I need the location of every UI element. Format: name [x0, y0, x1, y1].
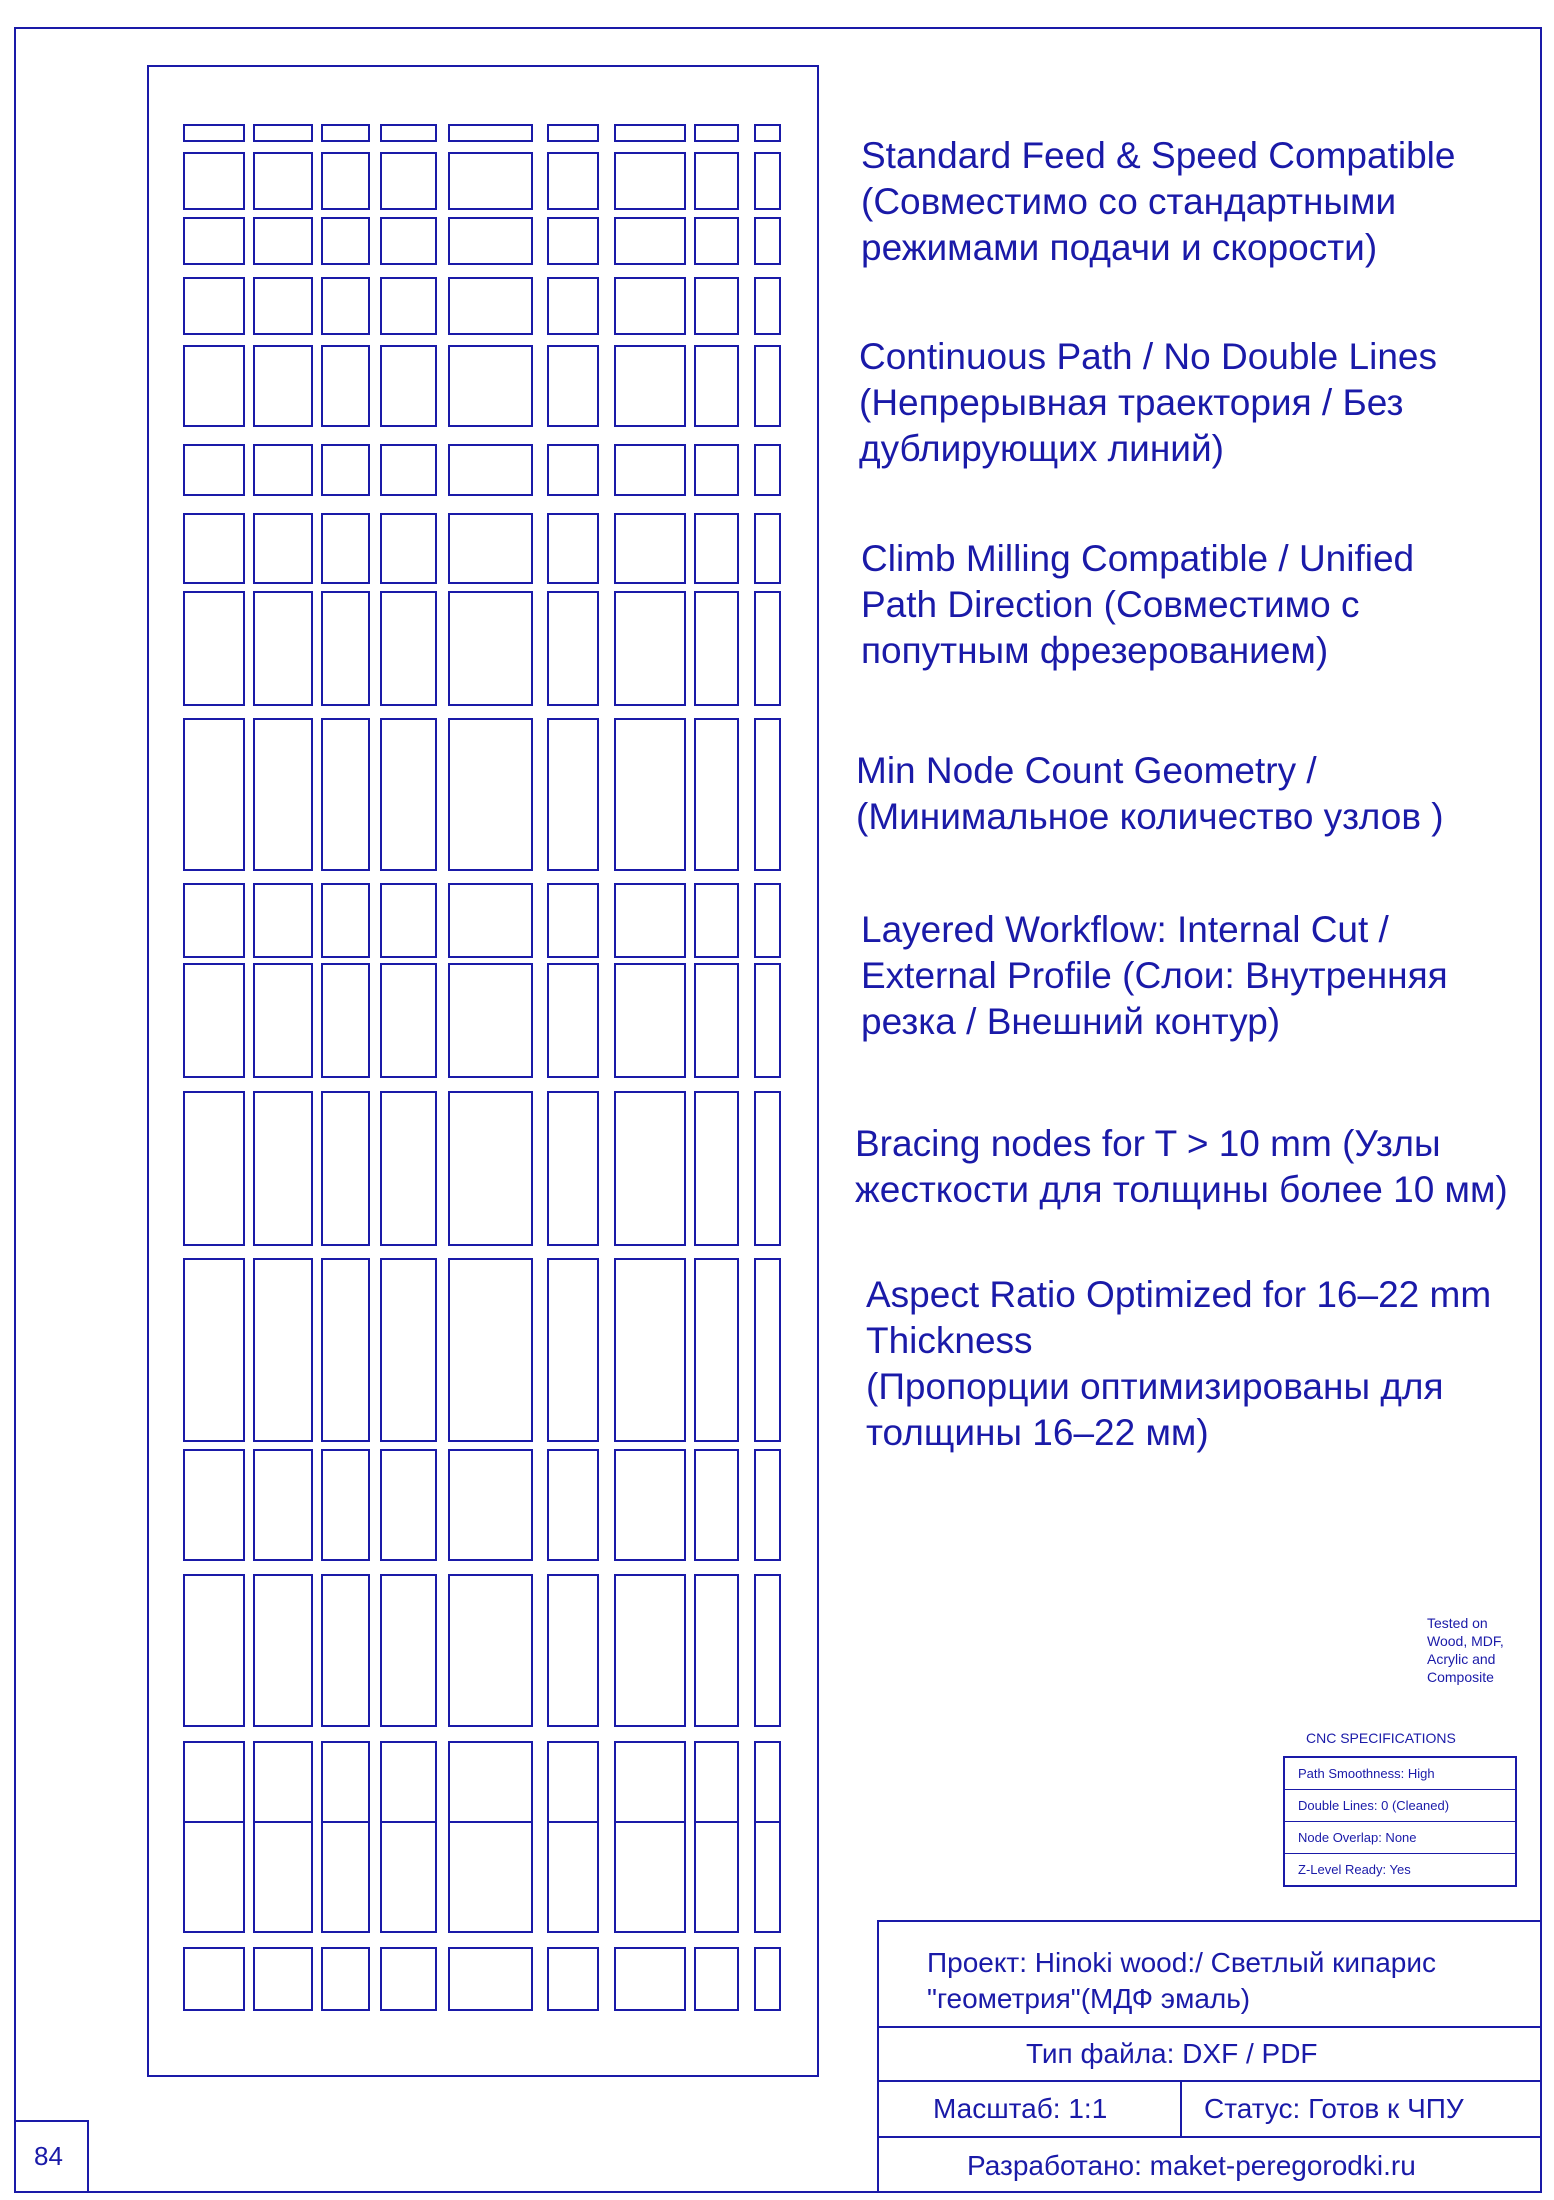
cutout-cell [381, 1259, 436, 1441]
cutout-cell [755, 346, 780, 426]
cutout-cell [381, 1450, 436, 1560]
feature-line: дублирующих линий) [859, 428, 1224, 469]
cutout-cell [381, 592, 436, 705]
cutout-cell [184, 884, 244, 957]
cutout-cell [449, 125, 532, 141]
cutout-cell [254, 1822, 312, 1932]
spec-row-path-smoothness: Path Smoothness: High [1285, 1758, 1515, 1790]
cutout-cell [695, 1575, 738, 1726]
cutout-cell [548, 1575, 598, 1726]
cutout-cell [615, 1822, 685, 1932]
feature-line: толщины 16–22 мм) [866, 1412, 1209, 1453]
cutout-cell [615, 1450, 685, 1560]
cutout-cell [615, 719, 685, 870]
cutout-cell [381, 346, 436, 426]
cutout-cell [755, 514, 780, 583]
cutout-cell [381, 514, 436, 583]
note-line: Composite [1427, 1669, 1494, 1685]
cutout-cell [322, 884, 369, 957]
cutout-cell [755, 1259, 780, 1441]
cutout-cell [449, 1822, 532, 1932]
cutout-cell [184, 1450, 244, 1560]
cutout-cell [254, 1742, 312, 1822]
cutout-cell [322, 1092, 369, 1245]
cutout-cell [548, 445, 598, 495]
cutout-cell [695, 514, 738, 583]
cutout-cell [184, 346, 244, 426]
cutout-cell [755, 153, 780, 209]
cutout-cell [254, 719, 312, 870]
cutout-cell [184, 1259, 244, 1441]
cutout-cell [449, 218, 532, 264]
cutout-cell [449, 1948, 532, 2010]
cutout-cell [449, 514, 532, 583]
cutout-cell [755, 1092, 780, 1245]
cutout-cell [322, 592, 369, 705]
cutout-cell [615, 153, 685, 209]
cutout-cell [548, 1092, 598, 1245]
cutout-cell [615, 592, 685, 705]
cutout-cell [254, 1575, 312, 1726]
cutout-cell [449, 1742, 532, 1822]
cutout-cell [755, 592, 780, 705]
cutout-cell [449, 1575, 532, 1726]
cutout-cell [615, 218, 685, 264]
cutout-cell [184, 1575, 244, 1726]
cutout-cell [381, 445, 436, 495]
cutout-cell [755, 1742, 780, 1822]
cutout-cell [615, 964, 685, 1077]
cutout-cell [254, 1450, 312, 1560]
feature-line: жесткости для толщины более 10 мм) [855, 1169, 1508, 1210]
feature-line: режимами подачи и скорости) [861, 227, 1378, 268]
cutout-cell [381, 964, 436, 1077]
page-number: 84 [14, 2120, 89, 2193]
feature-line: резка / Внешний контур) [861, 1001, 1281, 1042]
cutout-cell [695, 125, 738, 141]
cutout-cell [184, 445, 244, 495]
cutout-cell [449, 346, 532, 426]
cutout-cell [755, 445, 780, 495]
note-line: Acrylic and [1427, 1651, 1496, 1667]
feature-line: Layered Workflow: Internal Cut / [861, 909, 1389, 950]
cutout-cell [548, 1822, 598, 1932]
cutout-cell [449, 884, 532, 957]
cutout-cell [449, 153, 532, 209]
cutout-cell [695, 1092, 738, 1245]
cutout-cell [755, 1822, 780, 1932]
cutout-cell [184, 514, 244, 583]
cutout-cell [254, 1092, 312, 1245]
note-line: Wood, MDF, [1427, 1633, 1504, 1649]
cutout-cell [254, 1948, 312, 2010]
cutout-cell [322, 218, 369, 264]
cutout-cell [322, 445, 369, 495]
cutout-cell [695, 592, 738, 705]
cutout-cell [322, 1575, 369, 1726]
project-cell [879, 1922, 1540, 2028]
project-line: "геометрия"(МДФ эмаль) [927, 1983, 1251, 2014]
cutout-cell [322, 346, 369, 426]
cnc-specs-table [1283, 1756, 1517, 1887]
cutout-cell [548, 964, 598, 1077]
cutout-cell [755, 884, 780, 957]
cutout-cell [449, 1092, 532, 1245]
feature-line: попутным фрезерованием) [861, 630, 1329, 671]
cutout-cell [322, 1742, 369, 1822]
cutout-cell [548, 125, 598, 141]
cutout-cell [695, 1742, 738, 1822]
cutout-cell [184, 592, 244, 705]
cutout-cell [254, 884, 312, 957]
cutout-cell [184, 278, 244, 334]
feature-line: (Пропорции оптимизированы для [866, 1366, 1444, 1407]
cutout-cell [695, 884, 738, 957]
cutout-cell [755, 1450, 780, 1560]
feature-line: (Совместимо со стандартными [861, 181, 1397, 222]
cutout-cell [449, 964, 532, 1077]
cutout-cell [548, 884, 598, 957]
cutout-cell [381, 125, 436, 141]
feature-continuous-path [859, 334, 1437, 472]
cutout-cell [254, 218, 312, 264]
panel-outline [148, 66, 818, 2076]
cutout-cell [449, 1259, 532, 1441]
cutout-cell [381, 218, 436, 264]
scale-status-row [879, 2082, 1540, 2138]
cutout-cell [755, 964, 780, 1077]
cutout-cell [548, 346, 598, 426]
spec-row-z-level: Z-Level Ready: Yes [1298, 1862, 1411, 1877]
cutout-cell [322, 153, 369, 209]
cutout-cell [254, 445, 312, 495]
cutout-cell [254, 125, 312, 141]
feature-feed-speed [861, 133, 1455, 271]
feature-line: Bracing nodes for T > 10 mm (Узлы [855, 1123, 1441, 1164]
feature-line: Continuous Path / No Double Lines [859, 336, 1437, 377]
cutout-cell [184, 719, 244, 870]
cutout-cell [322, 719, 369, 870]
cutout-cell [695, 1450, 738, 1560]
feature-line: External Profile (Слои: Внутренняя [861, 955, 1448, 996]
cutout-cell [254, 153, 312, 209]
cutout-cell [548, 1948, 598, 2010]
cutout-cell [381, 1742, 436, 1822]
feature-line: (Непрерывная траектория / Без [859, 382, 1404, 423]
cutout-cell [322, 1259, 369, 1441]
cutout-cell [755, 1948, 780, 2010]
project-line: Проект: Hinoki wood:/ Светлый кипарис [927, 1947, 1437, 1978]
feature-line: Min Node Count Geometry / [856, 750, 1317, 791]
cutout-cell [254, 964, 312, 1077]
panel-cutouts [184, 125, 780, 2010]
cutout-cell [695, 278, 738, 334]
cutout-cell [755, 719, 780, 870]
cutout-cell [322, 1822, 369, 1932]
cutout-cell [449, 278, 532, 334]
feature-climb-milling [861, 536, 1414, 674]
cutout-cell [184, 964, 244, 1077]
cutout-cell [615, 1742, 685, 1822]
cutout-cell [381, 278, 436, 334]
developer-cell: Разработано: maket-peregorodki.ru [967, 2150, 1416, 2181]
feature-line: Aspect Ratio Optimized for 16–22 mm [866, 1274, 1492, 1315]
cutout-cell [184, 1822, 244, 1932]
cutout-cell [695, 445, 738, 495]
cutout-cell [615, 1092, 685, 1245]
cutout-cell [184, 1742, 244, 1822]
cutout-cell [322, 1450, 369, 1560]
cutout-cell [548, 153, 598, 209]
cutout-cell [548, 218, 598, 264]
cutout-cell [695, 346, 738, 426]
cutout-cell [695, 1822, 738, 1932]
cutout-cell [615, 445, 685, 495]
cutout-cell [449, 1450, 532, 1560]
cutout-cell [322, 514, 369, 583]
cutout-cell [615, 1259, 685, 1441]
cutout-cell [548, 1742, 598, 1822]
cutout-cell [695, 218, 738, 264]
spec-row-double-lines: Double Lines: 0 (Cleaned) [1285, 1790, 1515, 1822]
cutout-cell [755, 1575, 780, 1726]
scale-cell: Масштаб: 1:1 [879, 2082, 1182, 2136]
cutout-cell [695, 1259, 738, 1441]
status-cell: Статус: Готов к ЧПУ [1204, 2093, 1464, 2124]
cutout-cell [184, 153, 244, 209]
cutout-cell [548, 592, 598, 705]
feature-line: Standard Feed & Speed Compatible [861, 135, 1456, 176]
cutout-cell [548, 1259, 598, 1441]
cutout-cell [548, 1450, 598, 1560]
feature-min-node [856, 748, 1444, 840]
file-type-cell: Тип файла: DXF / PDF [879, 2028, 1540, 2082]
tested-materials-note [1427, 1614, 1504, 1686]
cutout-cell [254, 592, 312, 705]
cnc-specs-title: CNC SPECIFICATIONS [1306, 1730, 1456, 1746]
cutout-cell [548, 719, 598, 870]
cutout-cell [184, 218, 244, 264]
cutout-cell [755, 218, 780, 264]
cutout-cell [615, 514, 685, 583]
cutout-cell [548, 278, 598, 334]
feature-layered-workflow [861, 907, 1448, 1045]
cutout-cell [254, 514, 312, 583]
feature-line: Path Direction (Совместимо с [861, 584, 1360, 625]
cutout-cell [548, 514, 598, 583]
cutout-cell [322, 125, 369, 141]
cutout-cell [381, 153, 436, 209]
cutout-cell [381, 884, 436, 957]
cutout-cell [695, 153, 738, 209]
cutout-cell [755, 278, 780, 334]
cutout-cell [381, 719, 436, 870]
cutout-cell [695, 1948, 738, 2010]
cutout-cell [615, 1575, 685, 1726]
feature-line: (Минимальное количество узлов ) [856, 796, 1444, 837]
cutout-cell [615, 125, 685, 141]
cutout-cell [254, 278, 312, 334]
cutout-cell [381, 1948, 436, 2010]
feature-line: Climb Milling Compatible / Unified [861, 538, 1415, 579]
cutout-cell [615, 1948, 685, 2010]
spec-row-node-overlap: Node Overlap: None [1285, 1822, 1515, 1854]
cutout-cell [695, 719, 738, 870]
cutout-cell [184, 1092, 244, 1245]
cutout-cell [449, 592, 532, 705]
cutout-cell [322, 1948, 369, 2010]
feature-aspect-ratio [866, 1272, 1491, 1456]
cutout-cell [322, 964, 369, 1077]
feature-line: Thickness [866, 1320, 1033, 1361]
cutout-cell [381, 1575, 436, 1726]
feature-bracing-nodes [855, 1121, 1508, 1213]
cutout-cell [695, 964, 738, 1077]
cutout-cell [615, 278, 685, 334]
cutout-cell [381, 1822, 436, 1932]
title-block [877, 1920, 1542, 2193]
cutout-cell [322, 278, 369, 334]
note-line: Tested on [1427, 1615, 1488, 1631]
cutout-cell [184, 125, 244, 141]
cutout-cell [449, 445, 532, 495]
cutout-cell [449, 719, 532, 870]
cutout-cell [755, 125, 780, 141]
cutout-cell [184, 1948, 244, 2010]
cutout-cell [615, 884, 685, 957]
cutout-cell [381, 1092, 436, 1245]
cutout-cell [254, 1259, 312, 1441]
cutout-cell [254, 346, 312, 426]
cutout-cell [615, 346, 685, 426]
